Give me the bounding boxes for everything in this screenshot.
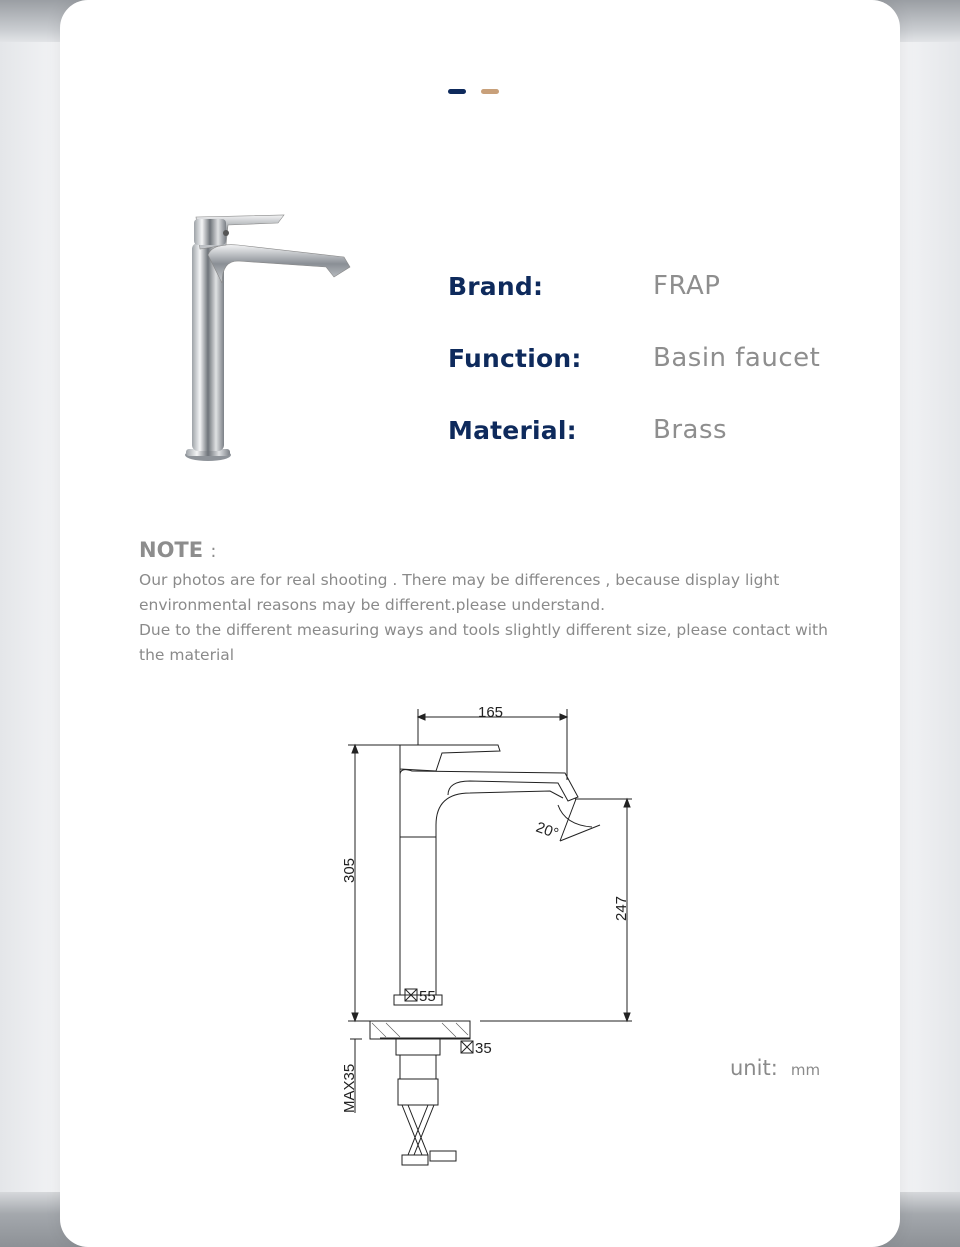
spec-value: Basin faucet (653, 343, 821, 373)
spec-list (448, 250, 820, 466)
spec-label: Material: (448, 415, 577, 445)
dim-width: 165 (478, 704, 504, 721)
spec-row-material (448, 394, 820, 466)
note-title-colon: : (210, 541, 217, 562)
spec-row-brand (448, 250, 820, 322)
faucet-icon (178, 205, 358, 470)
note-section (139, 538, 829, 668)
unit-label: unit: (730, 1056, 778, 1080)
dim-max-thickness: MAX35 (341, 1063, 358, 1113)
spec-value: Brass (653, 415, 728, 445)
dim-shank-square: 35 (475, 1040, 492, 1057)
dimension-drawing (330, 695, 640, 1175)
carousel-indicator (448, 89, 499, 94)
dim-spout-height: 247 (613, 895, 630, 921)
spec-label: Function: (448, 343, 582, 373)
note-paragraph: Due to the different measuring ways and tools slightly different size, please contact with the material (139, 621, 828, 664)
spec-label: Brand: (448, 271, 544, 301)
carousel-dot-1[interactable] (448, 89, 466, 94)
spec-value: FRAP (653, 271, 721, 301)
unit-label-group (730, 1056, 820, 1080)
dim-angle: 20° (533, 818, 561, 843)
dim-height: 305 (341, 857, 358, 883)
carousel-dot-2[interactable] (481, 89, 499, 94)
note-paragraph: Our photos are for real shooting . There may be differences , because display light environmental reasons may be different.please understand. (139, 571, 780, 614)
unit-value: mm (790, 1061, 821, 1079)
note-title (139, 538, 829, 562)
spec-row-function (448, 322, 820, 394)
dim-base-square: 55 (419, 988, 436, 1005)
note-title-text: NOTE (139, 538, 204, 562)
